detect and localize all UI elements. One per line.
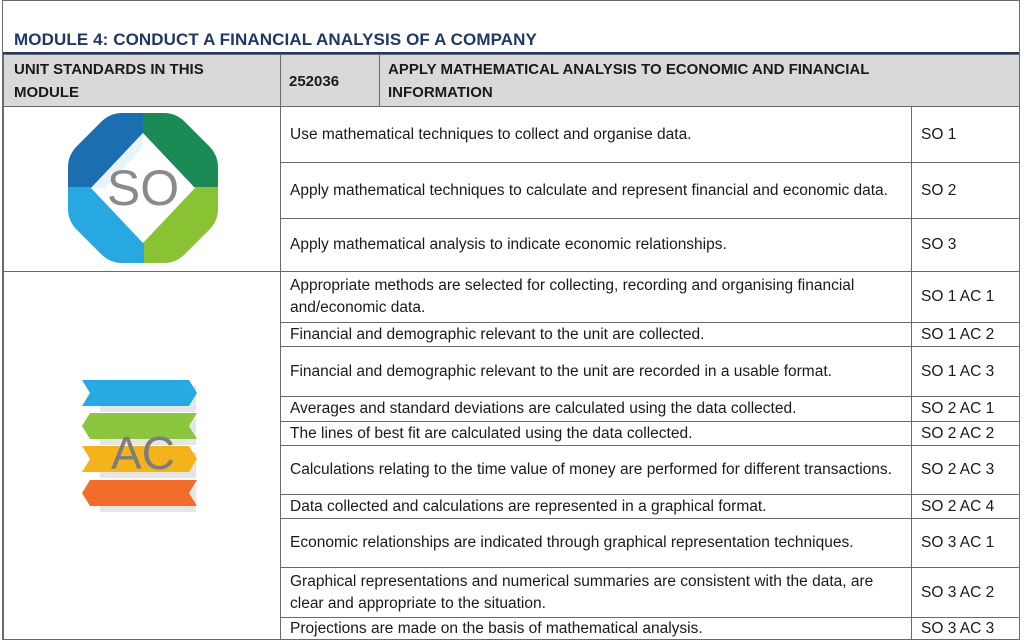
ac-criterion-text: Projections are made on the basis of mathematical analysis. bbox=[280, 617, 912, 640]
ac-criterion-text: Graphical representations and numerical summaries are consistent with the data, are clear and appropriate to the situation. bbox=[280, 567, 912, 618]
ac-criterion-text: The lines of best fit are calculated using the data collected. bbox=[280, 421, 912, 446]
so-outcome-text: Use mathematical techniques to collect and organise data. bbox=[280, 106, 912, 163]
so-outcome-text: Apply mathematical techniques to calculate and represent financial and economic data. bbox=[280, 162, 912, 219]
ac-criterion-code: SO 1 AC 2 bbox=[911, 322, 1020, 347]
ac-criterion-text: Financial and demographic relevant to the unit are recorded in a usable format. bbox=[280, 346, 912, 397]
ac-criterion-code: SO 2 AC 3 bbox=[911, 445, 1020, 495]
so-logo-cell bbox=[3, 106, 281, 272]
ac-logo-icon bbox=[4, 272, 282, 641]
ac-criterion-text: Calculations relating to the time value of money are performed for different transactions. bbox=[280, 445, 912, 495]
ac-criterion-code: SO 1 AC 3 bbox=[911, 346, 1020, 397]
ac-logo-label: AC bbox=[111, 427, 175, 479]
so-logo-label: SO bbox=[106, 160, 180, 216]
ac-criterion-code: SO 3 AC 1 bbox=[911, 518, 1020, 568]
unit-title-line2: INFORMATION bbox=[388, 84, 493, 101]
unit-standards-label-cell bbox=[3, 54, 281, 107]
so-logo-icon bbox=[4, 107, 282, 273]
ac-criterion-code: SO 3 AC 3 bbox=[911, 617, 1020, 640]
so-outcome-code: SO 2 bbox=[911, 162, 1020, 219]
unit-id: 252036 bbox=[289, 73, 340, 90]
ac-criterion-code: SO 2 AC 1 bbox=[911, 396, 1020, 422]
unit-title-line1: APPLY MATHEMATICAL ANALYSIS TO ECONOMIC AND FINANCIAL bbox=[388, 61, 870, 78]
so-outcome-code: SO 1 bbox=[911, 106, 1020, 163]
unit-title-cell bbox=[379, 54, 1020, 107]
ac-criterion-code: SO 2 AC 4 bbox=[911, 494, 1020, 519]
ac-band-blue bbox=[82, 380, 197, 406]
ac-criterion-text: Data collected and calculations are represented in a graphical format. bbox=[280, 494, 912, 519]
ac-criterion-text: Economic relationships are indicated through graphical representation techniques. bbox=[280, 518, 912, 568]
so-outcome-code: SO 3 bbox=[911, 218, 1020, 272]
ac-criterion-text: Appropriate methods are selected for collecting, recording and organising financial and/economic data. bbox=[280, 271, 912, 323]
ac-criterion-code: SO 1 AC 1 bbox=[911, 271, 1020, 323]
unit-standards-label-line1: UNIT STANDARDS IN THIS bbox=[14, 61, 204, 78]
so-outcome-text: Apply mathematical analysis to indicate economic relationships. bbox=[280, 218, 912, 272]
ac-criterion-code: SO 3 AC 2 bbox=[911, 567, 1020, 618]
module-title: MODULE 4: CONDUCT A FINANCIAL ANALYSIS OF A COMPANY bbox=[14, 30, 537, 49]
ac-criterion-text: Averages and standard deviations are calculated using the data collected. bbox=[280, 396, 912, 422]
ac-band-orange bbox=[82, 480, 197, 506]
ac-logo-cell bbox=[3, 271, 281, 640]
unit-standards-label-line2: MODULE bbox=[14, 84, 79, 101]
ac-criterion-code: SO 2 AC 2 bbox=[911, 421, 1020, 446]
ac-criterion-text: Financial and demographic relevant to the unit are collected. bbox=[280, 322, 912, 347]
unit-id-cell bbox=[280, 54, 380, 107]
